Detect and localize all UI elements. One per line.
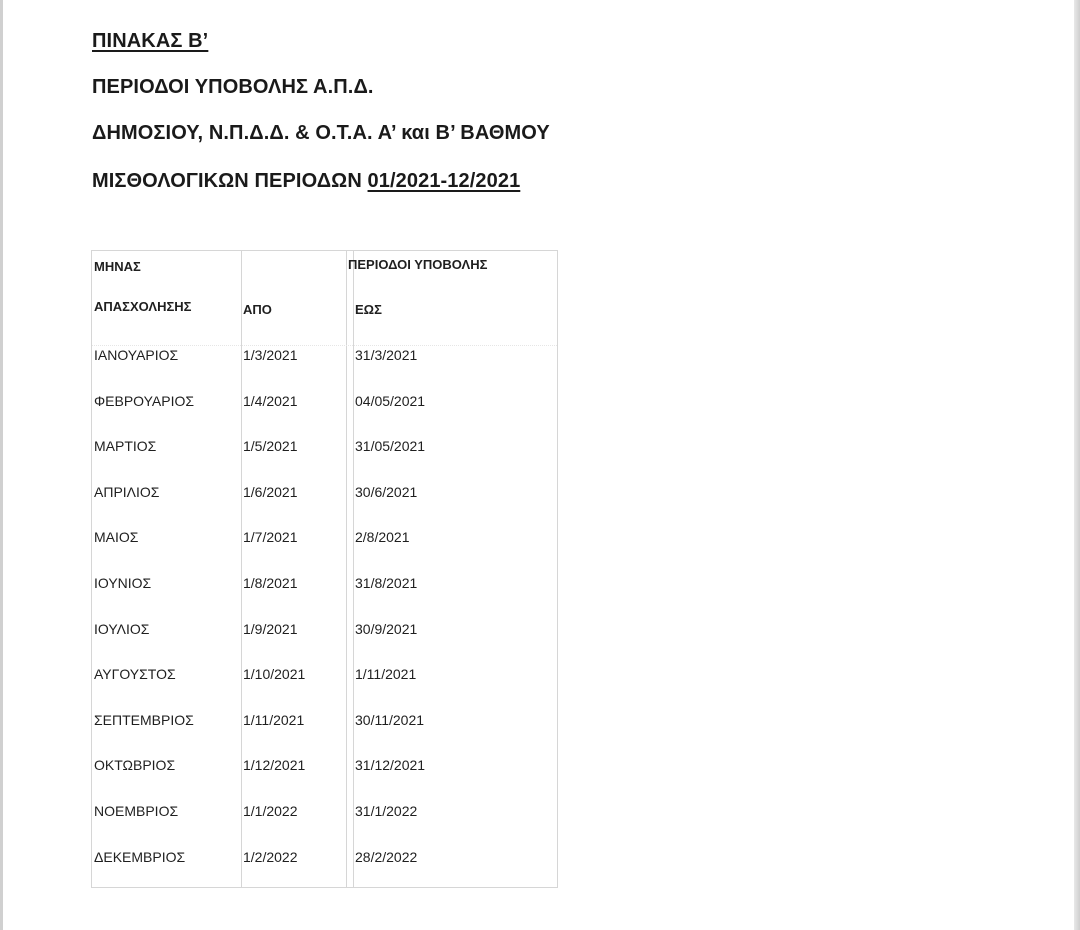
subtitle-3-text: ΜΙΣΘΟΛΟΓΙΚΩΝ ΠΕΡΙΟΔΩΝ [92,170,362,192]
cell-to: 2/8/2021 [355,529,410,545]
cell-to: 1/11/2021 [355,666,417,682]
cell-from: 1/9/2021 [243,621,298,637]
cell-to: 31/12/2021 [355,757,426,773]
document-subtitle-1: ΠΕΡΙΟΔΟΙ ΥΠΟΒΟΛΗΣ Α.Π.Δ. [92,76,374,98]
document-subtitle-3 [92,170,520,193]
cell-month: ΟΚΤΩΒΡΙΟΣ [94,757,176,773]
cell-to: 30/6/2021 [355,484,418,500]
cell-month: ΜΑΙΟΣ [94,529,139,545]
cell-from: 1/8/2021 [243,575,298,591]
cell-to: 31/05/2021 [355,438,426,454]
column-divider-1 [241,251,242,887]
cell-month: ΝΟΕΜΒΡΙΟΣ [94,803,179,819]
page-edge-left [0,0,3,930]
column-divider-3 [353,251,354,887]
page-edge-right [1074,0,1080,930]
cell-to: 31/3/2021 [355,347,418,363]
cell-from: 1/11/2021 [243,712,305,728]
cell-to: 30/11/2021 [355,712,425,728]
cell-from: 1/10/2021 [243,666,306,682]
cell-from: 1/6/2021 [243,484,298,500]
document-subtitle-2: ΔΗΜΟΣΙΟΥ, Ν.Π.Δ.Δ. & Ο.Τ.Α. Α’ και Β’ ΒΑΘΜΟΥ [92,122,550,144]
cell-from: 1/1/2022 [243,803,298,819]
document-title: ΠΙΝΑΚΑΣ Β’ [92,30,209,52]
cell-to: 30/9/2021 [355,621,418,637]
header-to: ΕΩΣ [355,302,382,317]
header-month-line2: ΑΠΑΣΧΟΛΗΣΗΣ [94,299,192,314]
submission-periods-table [91,250,558,888]
cell-to: 04/05/2021 [355,393,426,409]
header-divider [92,345,557,346]
cell-from: 1/3/2021 [243,347,298,363]
cell-from: 1/7/2021 [243,529,298,545]
cell-to: 31/8/2021 [355,575,418,591]
cell-from: 1/5/2021 [243,438,298,454]
cell-month: ΦΕΒΡΟΥΑΡΙΟΣ [94,393,195,409]
cell-month: ΙΟΥΛΙΟΣ [94,621,150,637]
cell-from: 1/4/2021 [243,393,298,409]
cell-from: 1/2/2022 [243,849,298,865]
subtitle-3-period: 01/2021-12/2021 [367,170,521,192]
header-from: ΑΠΟ [243,302,272,317]
cell-from: 1/12/2021 [243,757,306,773]
cell-to: 28/2/2022 [355,849,418,865]
cell-to: 31/1/2022 [355,803,418,819]
header-month-line1: ΜΗΝΑΣ [94,259,141,274]
cell-month: ΑΥΓΟΥΣΤΟΣ [94,666,176,682]
cell-month: ΔΕΚΕΜΒΡΙΟΣ [94,849,186,865]
cell-month: ΑΠΡΙΛΙΟΣ [94,484,160,500]
header-periods: ΠΕΡΙΟΔΟΙ ΥΠΟΒΟΛΗΣ [348,257,488,272]
cell-month: ΜΑΡΤΙΟΣ [94,438,157,454]
cell-month: ΣΕΠΤΕΜΒΡΙΟΣ [94,712,194,728]
column-divider-2 [346,251,347,887]
cell-month: ΙΟΥΝΙΟΣ [94,575,152,591]
cell-month: ΙΑΝΟΥΑΡΙΟΣ [94,347,179,363]
